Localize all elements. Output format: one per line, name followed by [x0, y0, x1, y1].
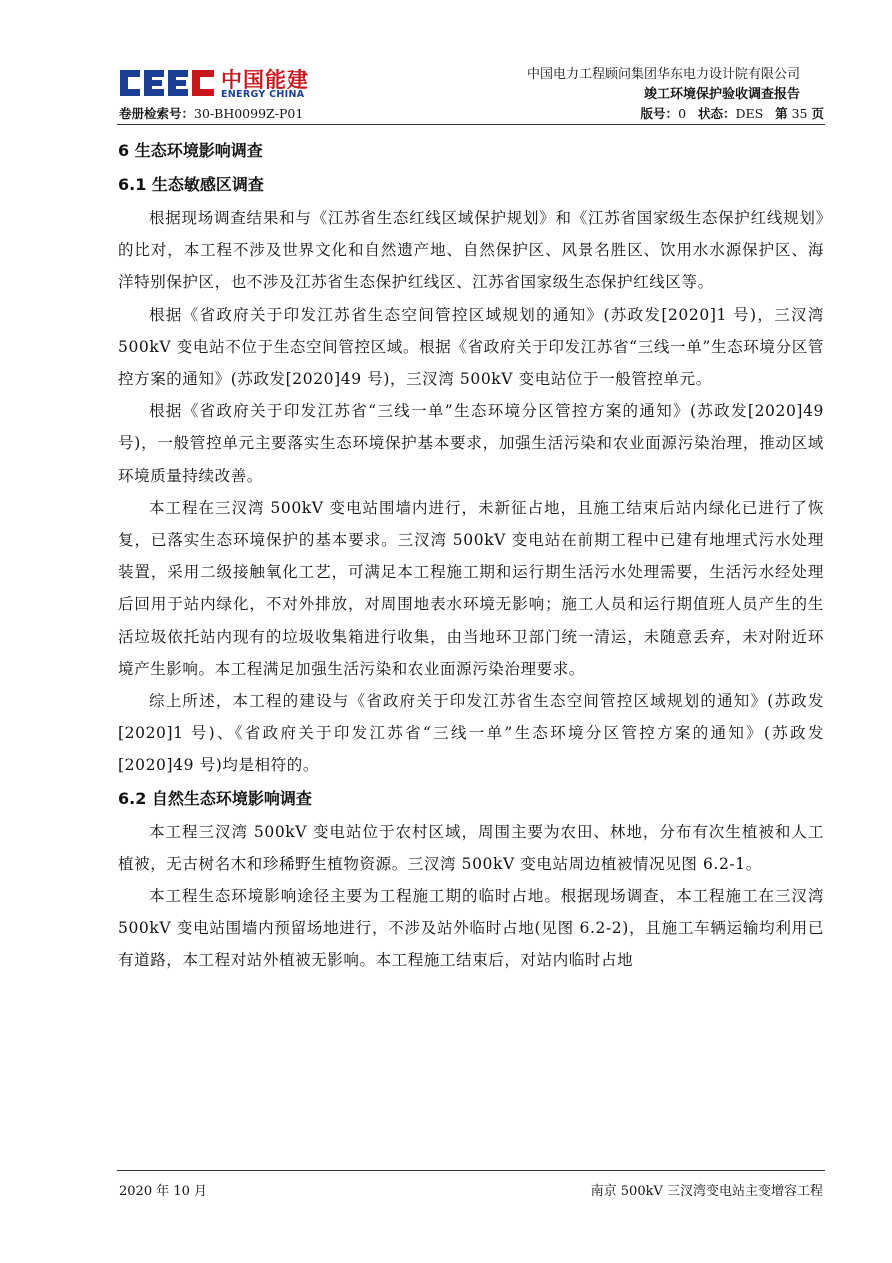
header-titles [527, 65, 800, 105]
paragraph: 根据《省政府关于印发江苏省“三线一单”生态环境分区管控方案的通知》(苏政发[2020]49 号)，一般管控单元主要落实生态环境保护基本要求，加强生活污染和农业面源污染治理，推动区域环境质量持续改善。 [118, 402, 824, 485]
header-meta [119, 104, 824, 122]
paragraph: 本工程在三汊湾 500kV 变电站围墙内进行，未新征占地，且施工结束后站内绿化已进行了恢复，已落实生态环境保护的基本要求。三汊湾 500kV 变电站在前期工程中已建有地埋式污水处理装置，采用二级接触氧化工艺，可满足本工程施工期和运行期生活污水处理需要，生活污水经处理后回用于站内绿化，不对外排放，对周围地表水环境无影响；施工人员和运行期值班人员产生的生活垃圾依托站内现有的垃圾收集箱进行收集，由当地环卫部门统一清运，未随意丢弃，未对附近环境产生影响。本工程满足加强生活污染和农业面源污染治理要求。 [118, 498, 824, 678]
logo-english-text: ENERGY CHINA [221, 89, 305, 100]
page-number: 35 [791, 106, 808, 121]
paragraph: 本工程三汊湾 500kV 变电站位于农村区域，周围主要为农田、林地，分布有次生植被和人工植被，无古树名木和珍稀野生植物资源。三汊湾 500kV 变电站周边植被情况见图 6.2-1。 [118, 822, 824, 873]
section-heading-6-2: 6.2 自然生态环境影响调查 [118, 788, 312, 808]
header-divider [117, 124, 825, 125]
version-info [641, 104, 824, 122]
document-body [118, 134, 824, 977]
version-value: 0 [678, 106, 687, 121]
archive-label: 卷册检索号： [119, 106, 195, 121]
report-title: 竣工环境保护验收调查报告 [643, 87, 800, 102]
paragraph: 本工程生态环境影响途径主要为工程施工期的临时占地。根据现场调查，本工程施工在三汊湾 500kV 变电站围墙内预留场地进行，不涉及站外临时占地(见图 6.2-2)，且施工车辆运输均利用已有道路，本工程对站外植被无影响。本工程施工结束后，对站内临时占地 [118, 887, 824, 970]
footer-project-name: 南京 500kV 三汊湾变电站主变增容工程 [590, 1184, 823, 1199]
footer-date: 2020 年 10 月 [119, 1184, 208, 1199]
section-heading-6-1: 6.1 生态敏感区调查 [118, 175, 264, 194]
paragraph: 综上所述，本工程的建设与《省政府关于印发江苏省生态空间管控区域规划的通知》(苏政发[2020]1 号)、《省政府关于印发江苏省“三线一单”生态环境分区管控方案的通知》(苏政发[2020]49 号)均是相符的。 [118, 692, 824, 775]
paragraph: 根据《省政府关于印发江苏省生态空间管控区域规划的通知》(苏政发[2020]1 号)，三汊湾 500kV 变电站不位于生态空间管控区域。根据《省政府关于印发江苏省“三线一单”生态环境分区管控方案的通知》(苏政发[2020]49 号)，三汊湾 500kV 变电站位于一般管控单元。 [118, 305, 824, 389]
ceec-logo-mark [118, 66, 216, 100]
section-heading-6: 6 生态环境影响调查 [118, 141, 263, 160]
status-value: DES [735, 106, 764, 121]
page-suffix: 页 [811, 106, 824, 121]
paragraph: 根据现场调查结果和与《江苏省生态红线区域保护规划》和《江苏省国家级生态保护红线规划》的比对，本工程不涉及世界文化和自然遗产地、自然保护区、风景名胜区、饮用水水源保护区、海洋特别保护区，也不涉及江苏省生态保护红线区、江苏省国家级生态保护红线区等。 [118, 209, 824, 292]
page-prefix: 第 [775, 106, 788, 121]
energy-china-logo [118, 66, 318, 104]
footer-divider [117, 1170, 825, 1171]
logo-chinese-text: 中国能建 [221, 68, 309, 92]
archive-info [119, 104, 303, 122]
status-label: 状态： [697, 106, 736, 121]
archive-number: 30-BH0099Z-P01 [194, 106, 304, 121]
version-label: 版号： [640, 106, 679, 121]
organization-name: 中国电力工程顾问集团华东电力设计院有限公司 [526, 67, 800, 82]
